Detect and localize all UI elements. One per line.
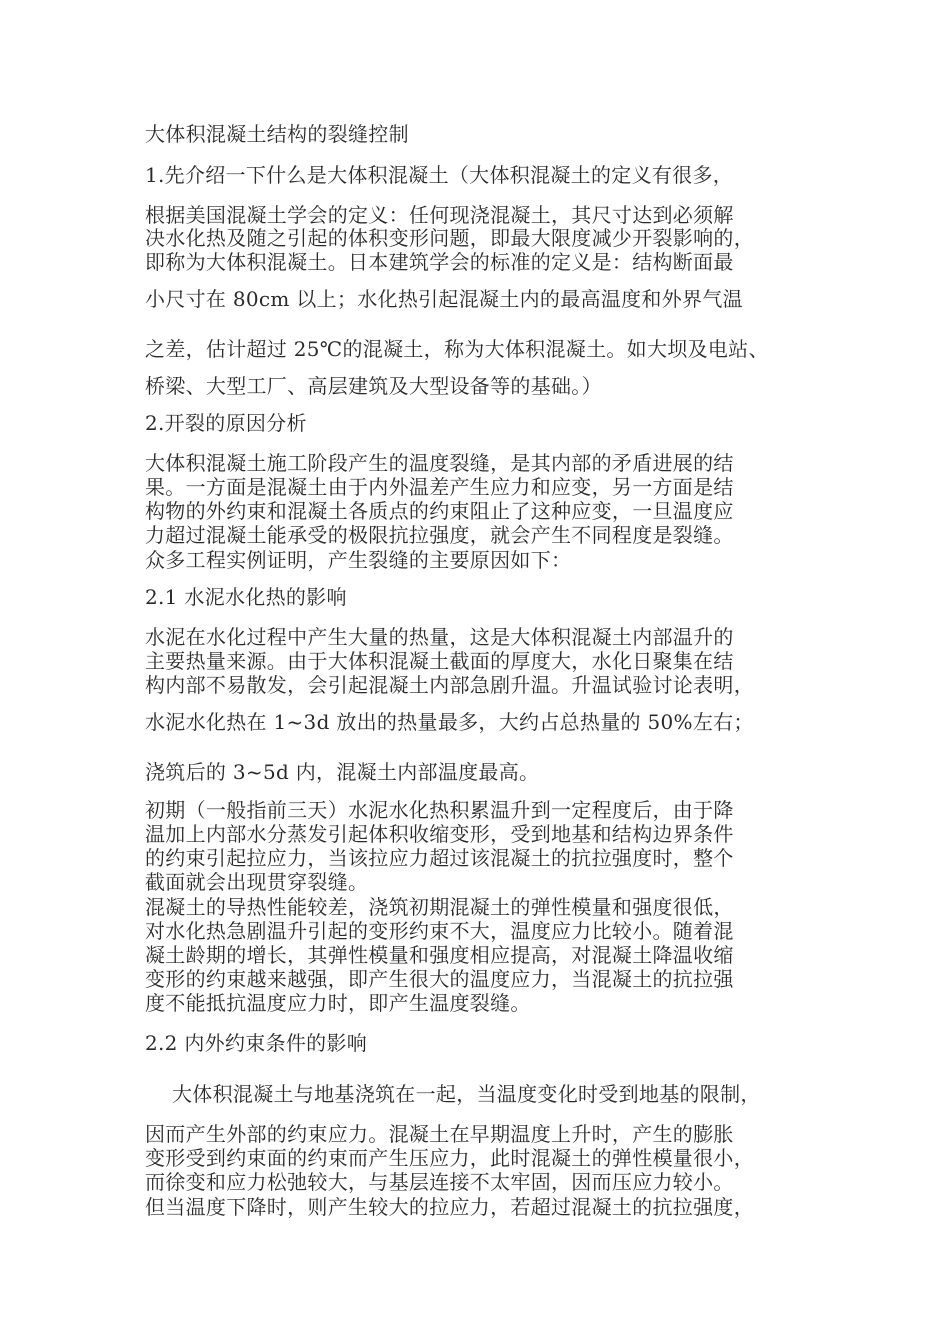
text-line-28: 度不能抵抗温度应力时，即产生温度裂缝。 [145, 991, 531, 1015]
section-heading-2-2: 2.2 内外约束条件的影响 [145, 1031, 368, 1055]
text-line-18: 水泥水化热在 1~3d 放出的热量最多，大约占总热量的 50%左右； [145, 710, 754, 734]
text-line-33: 而徐变和应力松弛较大，与基层连接不太牢固，因而压应力较小。 [145, 1170, 734, 1194]
section-heading-2-1: 2.1 水泥水化热的影响 [145, 585, 347, 609]
text-line-2: 根据美国混凝土学会的定义：任何现浇混凝土，其尺寸达到必须解 [145, 203, 734, 227]
text-line-12: 力超过混凝土能承受的极限抗拉强度，就会产生不同程度是裂缝。 [145, 523, 734, 547]
text-line-32: 变形受到约束面的约束而产生压应力，此时混凝土的弹性模量很小， [145, 1146, 754, 1170]
text-line-11: 构物的外约束和混凝土各质点的约束阻止了这种应变，一旦温度应 [145, 499, 734, 523]
text-line-9: 大体积混凝土施工阶段产生的温度裂缝，是其内部的矛盾进展的结 [145, 451, 734, 475]
text-line-24: 混凝土的导热性能较差，浇筑初期混凝土的弹性模量和强度很低， [145, 895, 734, 919]
text-line-10: 果。一方面是混凝土由于内外温差产生应力和应变，另一方面是结 [145, 475, 734, 499]
text-line-20: 初期（一般指前三天）水泥水化热积累温升到一定程度后，由于降 [145, 798, 734, 822]
text-line-4: 即称为大体积混凝土。日本建筑学会的标准的定义是：结构断面最 [145, 250, 734, 274]
text-line-34: 但当温度下降时，则产生较大的拉应力，若超过混凝土的抗拉强度， [145, 1195, 754, 1219]
text-line-6: 之差，估计超过 25℃的混凝土，称为大体积混凝土。如大坝及电站、 [145, 337, 769, 361]
section-heading-2: 2.开裂的原因分析 [145, 411, 307, 435]
text-line-21: 温加上内部水分蒸发引起体积收缩变形，受到地基和结构边界条件 [145, 822, 734, 846]
text-line-3: 决水化热及随之引起的体积变形问题，即最大限度减少开裂影响的， [145, 226, 754, 250]
text-line-23: 截面就会出现贯穿裂缝。 [145, 870, 369, 894]
text-line-26: 凝土龄期的增长，其弹性模量和强度相应提高，对混凝土降温收缩 [145, 943, 734, 967]
text-line-15: 水泥在水化过程中产生大量的热量，这是大体积混凝土内部温升的 [145, 625, 734, 649]
text-line-27: 变形的约束越来越强，即产生很大的温度应力，当混凝土的抗拉强 [145, 967, 734, 991]
text-line-19: 浇筑后的 3~5d 内，混凝土内部温度最高。 [145, 760, 540, 784]
text-line-16: 主要热量来源。由于大体积混凝土截面的厚度大，水化日聚集在结 [145, 649, 734, 673]
text-line-31: 因而产生外部的约束应力。混凝土在早期温度上升时，产生的膨胀 [145, 1122, 734, 1146]
text-line-1: 1.先介绍一下什么是大体积混凝土（大体积混凝土的定义有很多， [145, 163, 734, 187]
document-title: 大体积混凝土结构的裂缝控制 [145, 122, 409, 146]
text-line-17: 构内部不易散发，会引起混凝土内部急剧升温。升温试验讨论表明， [145, 673, 754, 697]
text-line-5: 小尺寸在 80cm 以上；水化热引起混凝土内的最高温度和外界气温 [145, 287, 743, 311]
text-line-7: 桥梁、大型工厂、高层建筑及大型设备等的基础。） [145, 374, 602, 398]
text-line-30: 大体积混凝土与地基浇筑在一起，当温度变化时受到地基的限制， [172, 1082, 761, 1106]
text-line-13: 众多工程实例证明，产生裂缝的主要原因如下： [145, 548, 572, 572]
text-line-22: 的约束引起拉应力，当该拉应力超过该混凝土的抗拉强度时，整个 [145, 846, 734, 870]
text-line-25: 对水化热急剧温升引起的变形约束不大，温度应力比较小。随着混 [145, 919, 734, 943]
